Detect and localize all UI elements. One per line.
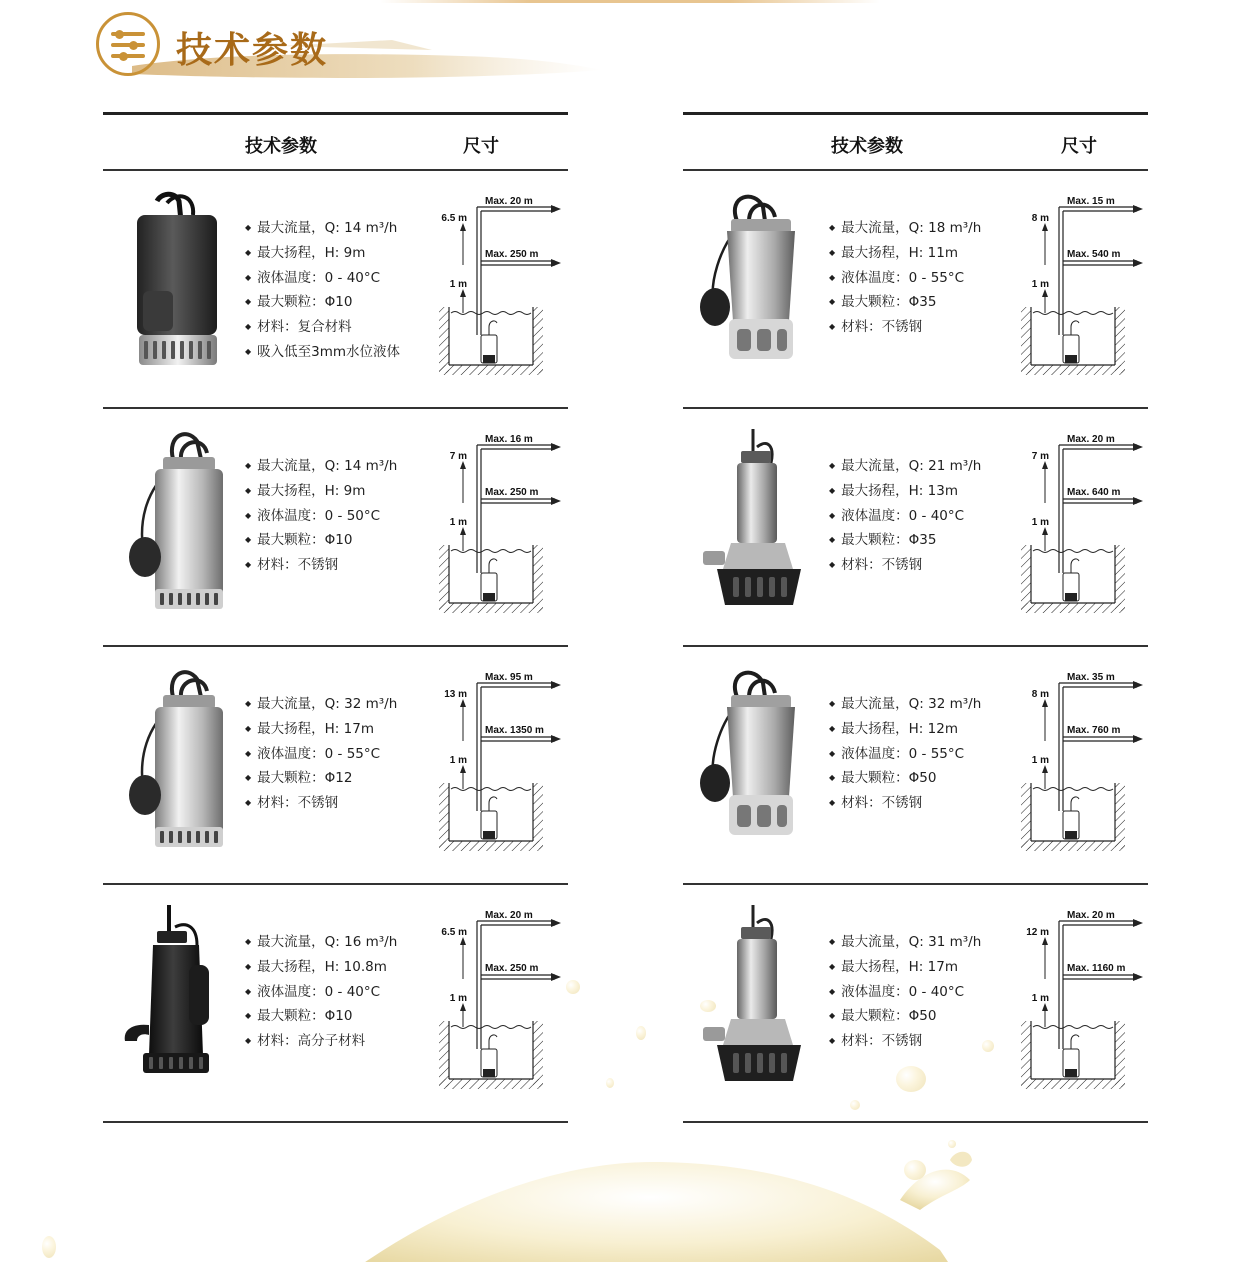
head-height-label: 12 m	[1026, 927, 1049, 938]
spec-item: ◆ 最大扬程，H: 17m	[245, 718, 397, 743]
spec-list	[245, 693, 397, 817]
page-title: 技术参数	[176, 30, 329, 71]
pump-image	[697, 429, 817, 624]
spec-item: ◆ 材料：不锈钢	[829, 316, 981, 341]
row-divider	[683, 1121, 1148, 1123]
pump-image	[117, 667, 237, 862]
max-distance-mid-label: Max. 250 m	[485, 487, 539, 498]
top-decor-strip	[380, 0, 880, 3]
spec-item: ◆ 最大扬程，H: 10.8m	[245, 956, 397, 981]
spec-item: ◆ 最大扬程，H: 11m	[829, 242, 981, 267]
column-specs-label: 技术参数	[245, 136, 317, 157]
dimension-diagram-container	[437, 195, 571, 385]
spec-item: ◆ 液体温度：0 - 55°C	[245, 743, 397, 768]
spec-item: ◆ 最大颗粒：Φ50	[829, 1005, 981, 1030]
splash-drop	[42, 1236, 56, 1258]
dimension-diagram	[437, 909, 571, 1099]
min-height-label: 1 m	[1031, 755, 1049, 766]
column-size-label: 尺寸	[463, 136, 499, 157]
pump-image	[117, 905, 237, 1100]
max-distance-top-label: Max. 15 m	[1067, 196, 1115, 207]
min-height-label: 1 m	[449, 279, 467, 290]
dimension-diagram	[1019, 909, 1153, 1099]
spec-item: ◆ 最大流量，Q: 31 m³/h	[829, 931, 981, 956]
spec-item: ◆ 材料：不锈钢	[829, 554, 981, 579]
max-distance-top-label: Max. 20 m	[1067, 910, 1115, 921]
spec-item: ◆ 最大颗粒：Φ10	[245, 529, 397, 554]
spec-item: ◆ 液体温度：0 - 55°C	[829, 267, 981, 292]
spec-item: ◆ 最大颗粒：Φ50	[829, 767, 981, 792]
pump-row	[683, 647, 1148, 883]
max-distance-top-label: Max. 20 m	[1067, 434, 1115, 445]
max-distance-top-label: Max. 20 m	[485, 910, 533, 921]
section-header	[96, 10, 606, 82]
table-header	[103, 115, 568, 169]
spec-item: ◆ 材料：复合材料	[245, 316, 400, 341]
table-header	[683, 115, 1148, 169]
head-height-label: 8 m	[1031, 689, 1049, 700]
dimension-diagram-container	[1019, 909, 1153, 1099]
min-height-label: 1 m	[449, 993, 467, 1004]
max-distance-top-label: Max. 16 m	[485, 434, 533, 445]
head-height-label: 8 m	[1031, 213, 1049, 224]
spec-item: ◆ 最大颗粒：Φ35	[829, 291, 981, 316]
head-height-label: 7 m	[1031, 451, 1049, 462]
dimension-diagram-container	[1019, 671, 1153, 861]
spec-item: ◆ 最大扬程，H: 9m	[245, 480, 397, 505]
min-height-label: 1 m	[1031, 279, 1049, 290]
min-height-label: 1 m	[1031, 993, 1049, 1004]
max-distance-top-label: Max. 95 m	[485, 672, 533, 683]
spec-item: ◆ 最大流量，Q: 32 m³/h	[245, 693, 397, 718]
spec-item: ◆ 液体温度：0 - 50°C	[245, 505, 397, 530]
pump-image	[697, 191, 817, 386]
spec-list	[829, 217, 981, 341]
max-distance-mid-label: Max. 250 m	[485, 249, 539, 260]
spec-list	[829, 693, 981, 817]
settings-sliders-icon	[96, 12, 160, 76]
max-distance-mid-label: Max. 760 m	[1067, 725, 1121, 736]
spec-table-right	[683, 112, 1148, 1123]
spec-list	[245, 217, 400, 366]
dimension-diagram	[1019, 195, 1153, 385]
column-size-label: 尺寸	[1061, 136, 1097, 157]
max-distance-mid-label: Max. 640 m	[1067, 487, 1121, 498]
min-height-label: 1 m	[449, 517, 467, 528]
max-distance-top-label: Max. 20 m	[485, 196, 533, 207]
pump-row	[683, 885, 1148, 1121]
spec-item: ◆ 最大流量，Q: 16 m³/h	[245, 931, 397, 956]
dimension-diagram-container	[1019, 195, 1153, 385]
spec-list	[245, 931, 397, 1055]
dimension-diagram-container	[437, 909, 571, 1099]
spec-item: ◆ 液体温度：0 - 40°C	[829, 981, 981, 1006]
pump-image	[697, 667, 817, 862]
head-height-label: 7 m	[449, 451, 467, 462]
pump-row	[683, 171, 1148, 407]
spec-item: ◆ 最大流量，Q: 18 m³/h	[829, 217, 981, 242]
spec-list	[829, 455, 981, 579]
pump-image	[697, 905, 817, 1100]
spec-table-left	[103, 112, 568, 1123]
spec-item: ◆ 最大颗粒：Φ35	[829, 529, 981, 554]
dimension-diagram	[1019, 671, 1153, 861]
head-height-label: 6.5 m	[441, 213, 467, 224]
spec-item: ◆ 最大流量，Q: 21 m³/h	[829, 455, 981, 480]
pump-row	[103, 171, 568, 407]
max-distance-mid-label: Max. 1350 m	[485, 725, 544, 736]
spec-item: ◆ 最大扬程，H: 9m	[245, 242, 400, 267]
dimension-diagram-container	[1019, 433, 1153, 623]
max-distance-mid-label: Max. 1160 m	[1067, 963, 1126, 974]
spec-item: ◆ 最大流量，Q: 14 m³/h	[245, 455, 397, 480]
column-specs-label: 技术参数	[831, 136, 903, 157]
pump-row	[103, 409, 568, 645]
min-height-label: 1 m	[449, 755, 467, 766]
spec-item: ◆ 液体温度：0 - 40°C	[245, 267, 400, 292]
spec-item: ◆ 液体温度：0 - 40°C	[829, 505, 981, 530]
pump-row	[103, 647, 568, 883]
dimension-diagram	[437, 195, 571, 385]
spec-item: ◆ 最大扬程，H: 17m	[829, 956, 981, 981]
splash-drop	[948, 1140, 956, 1148]
spec-list	[829, 931, 981, 1055]
pump-image	[117, 429, 237, 624]
dimension-diagram	[437, 433, 571, 623]
spec-item: ◆ 最大流量，Q: 14 m³/h	[245, 217, 400, 242]
dimension-diagram	[1019, 433, 1153, 623]
pump-row	[683, 409, 1148, 645]
splash-drop	[904, 1160, 926, 1180]
max-distance-top-label: Max. 35 m	[1067, 672, 1115, 683]
spec-item: ◆ 最大颗粒：Φ12	[245, 767, 397, 792]
splash-drop	[636, 1026, 646, 1040]
spec-item: ◆ 液体温度：0 - 40°C	[245, 981, 397, 1006]
spec-item: ◆ 材料：高分子材料	[245, 1030, 397, 1055]
dimension-diagram-container	[437, 671, 571, 861]
milk-splash-decor	[300, 1140, 1060, 1262]
spec-list	[245, 455, 397, 579]
dimension-diagram	[437, 671, 571, 861]
spec-item: ◆ 最大流量，Q: 32 m³/h	[829, 693, 981, 718]
pump-row	[103, 885, 568, 1121]
dimension-diagram-container	[437, 433, 571, 623]
row-divider	[103, 1121, 568, 1123]
min-height-label: 1 m	[1031, 517, 1049, 528]
spec-item: ◆ 最大扬程，H: 12m	[829, 718, 981, 743]
spec-item: ◆ 材料：不锈钢	[829, 1030, 981, 1055]
max-distance-mid-label: Max. 540 m	[1067, 249, 1121, 260]
spec-item: ◆ 材料：不锈钢	[245, 792, 397, 817]
spec-item: ◆ 材料：不锈钢	[245, 554, 397, 579]
spec-item: ◆ 吸入低至3mm水位液体	[245, 341, 400, 366]
spec-item: ◆ 最大颗粒：Φ10	[245, 291, 400, 316]
head-height-label: 6.5 m	[441, 927, 467, 938]
spec-item: ◆ 材料：不锈钢	[829, 792, 981, 817]
spec-item: ◆ 液体温度：0 - 55°C	[829, 743, 981, 768]
pump-image	[117, 191, 237, 386]
head-height-label: 13 m	[444, 689, 467, 700]
splash-drop	[606, 1078, 614, 1088]
spec-item: ◆ 最大颗粒：Φ10	[245, 1005, 397, 1030]
max-distance-mid-label: Max. 250 m	[485, 963, 539, 974]
spec-item: ◆ 最大扬程，H: 13m	[829, 480, 981, 505]
